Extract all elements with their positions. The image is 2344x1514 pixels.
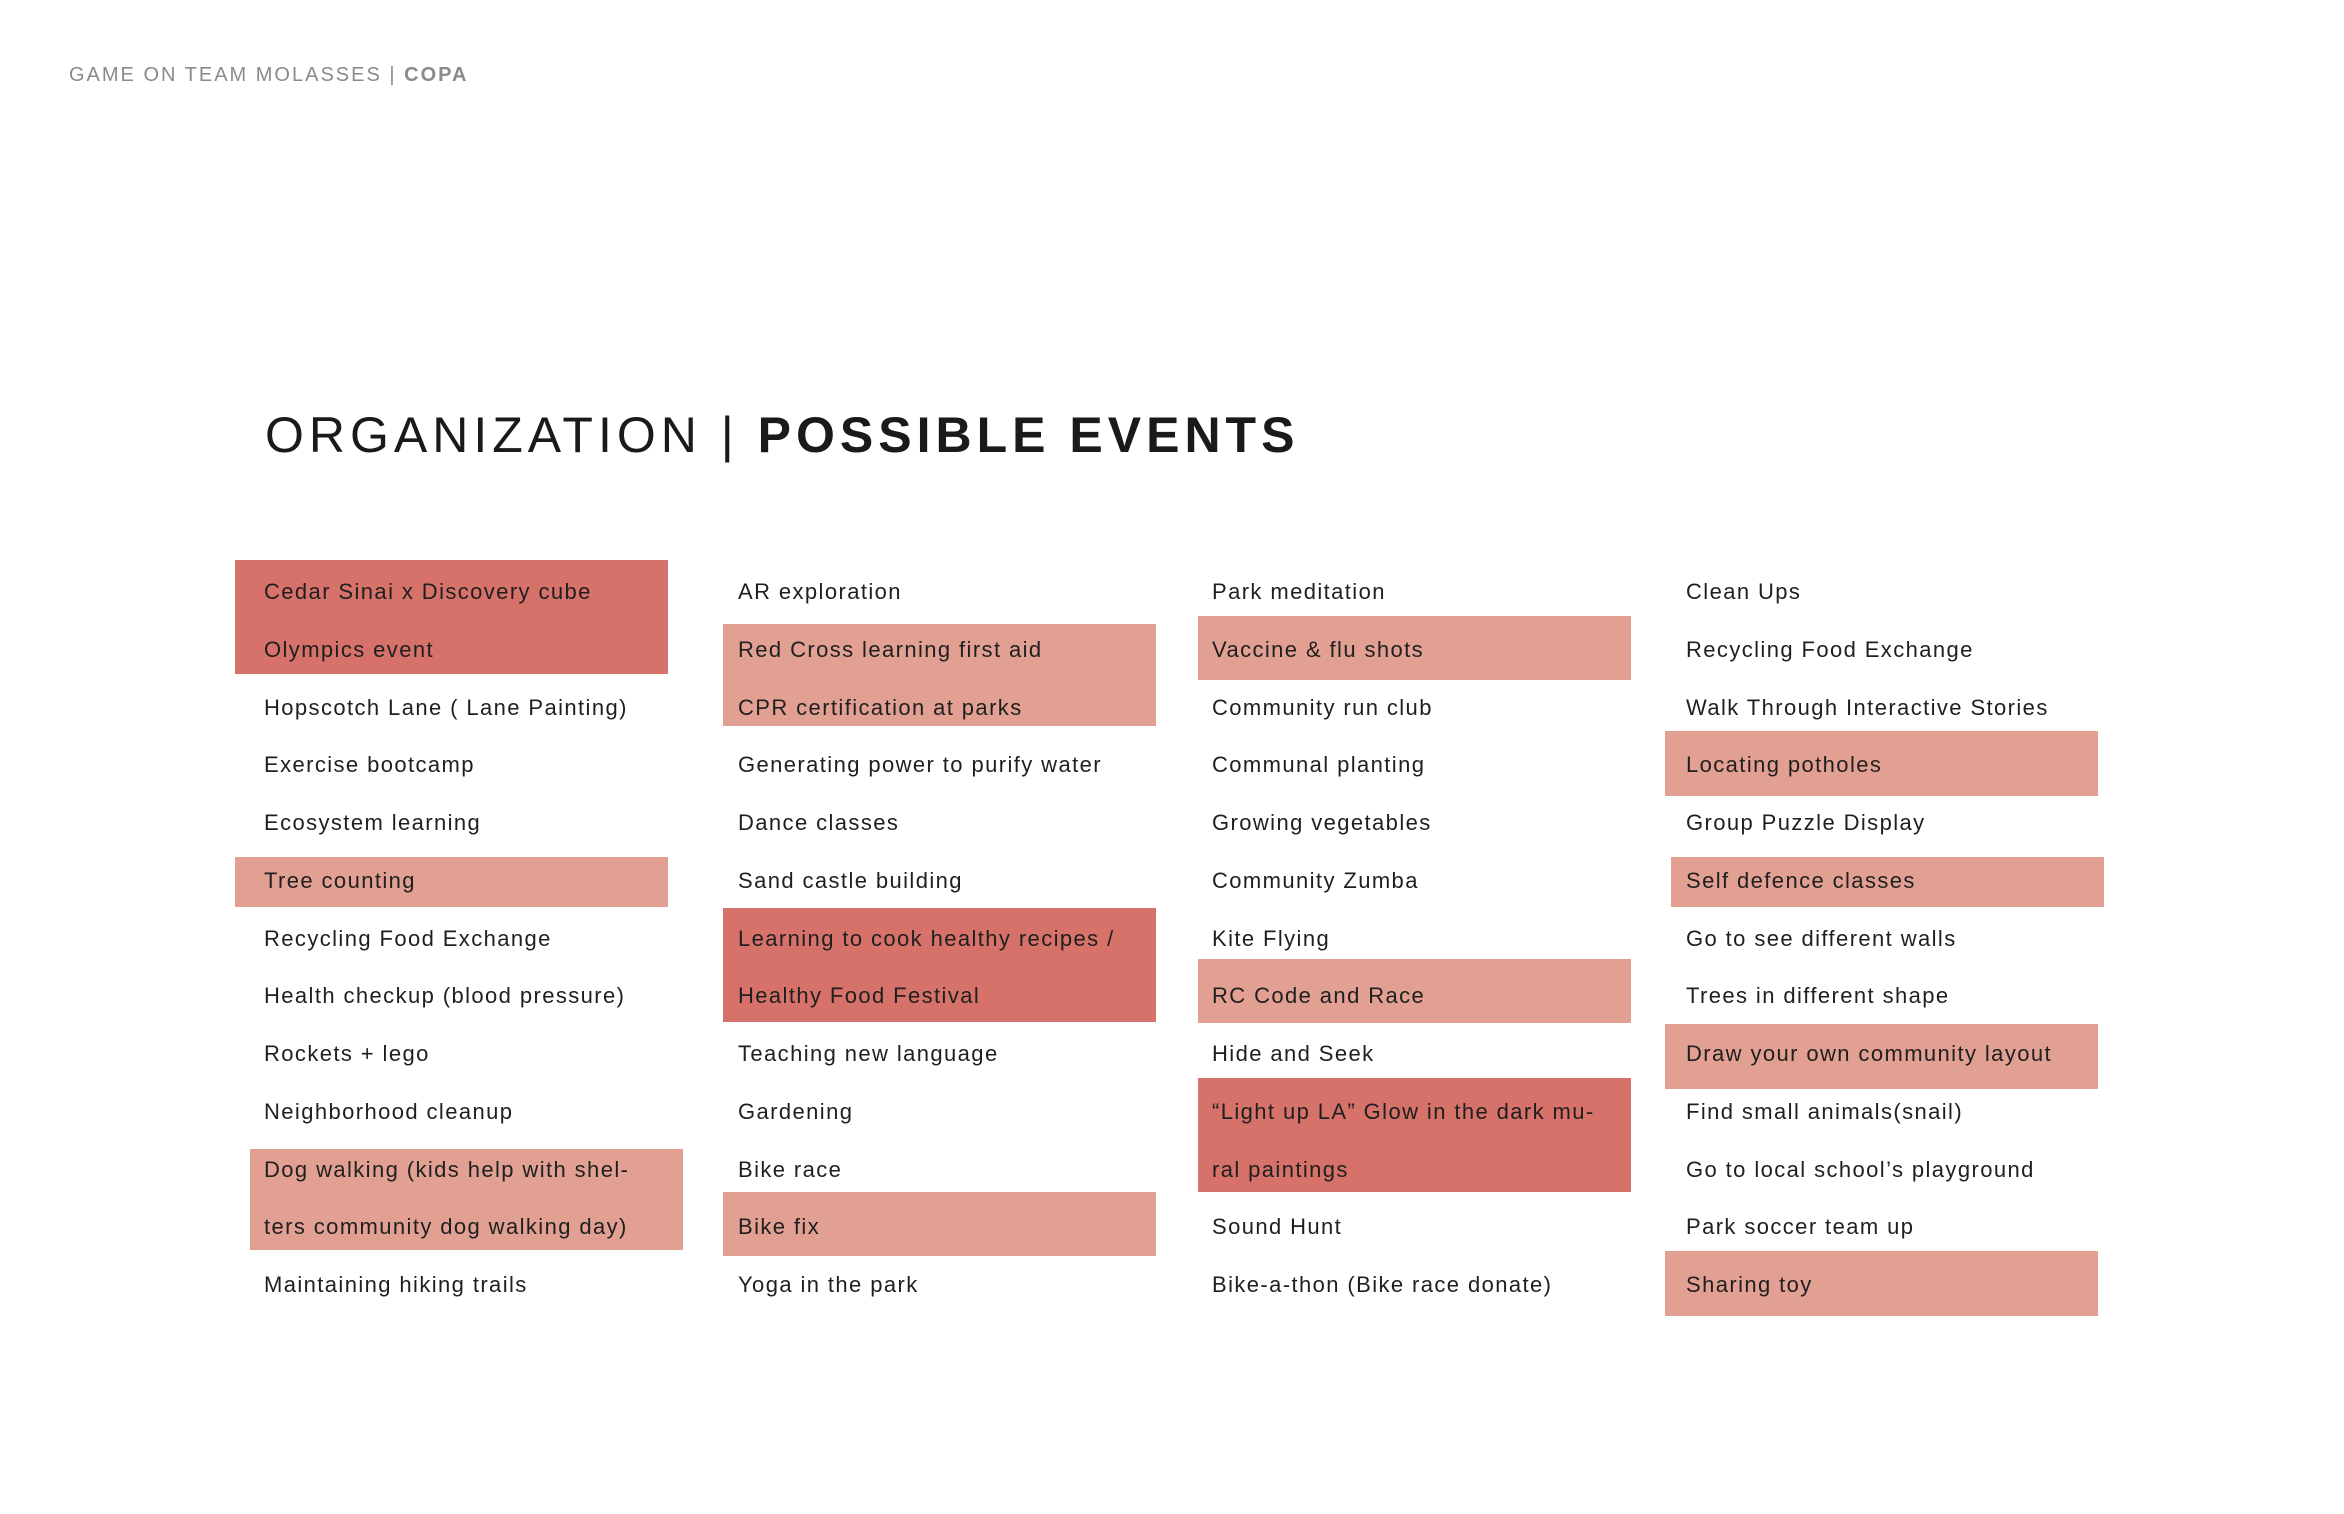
event-item: Cedar Sinai x Discovery cube xyxy=(264,579,592,604)
event-item: Ecosystem learning xyxy=(264,810,482,835)
event-item: Yoga in the park xyxy=(738,1272,919,1297)
event-item: Recycling Food Exchange xyxy=(264,926,552,951)
event-item: Hopscotch Lane ( Lane Painting) xyxy=(264,695,628,720)
header-separator: | xyxy=(389,64,397,86)
event-item: Sand castle building xyxy=(738,868,963,893)
title-separator: | xyxy=(720,407,739,463)
event-item: RC Code and Race xyxy=(1212,983,1426,1008)
event-item: Clean Ups xyxy=(1686,579,1802,604)
event-item: Go to see different walls xyxy=(1686,926,1957,951)
event-item: Dog walking (kids help with shel- xyxy=(264,1157,630,1182)
event-item: Health checkup (blood pressure) xyxy=(264,983,626,1008)
event-item: ters community dog walking day) xyxy=(264,1214,628,1239)
event-item: Vaccine & flu shots xyxy=(1212,637,1425,662)
event-item: Group Puzzle Display xyxy=(1686,810,1926,835)
event-item: Recycling Food Exchange xyxy=(1686,637,1974,662)
event-item: “Light up LA” Glow in the dark mu- xyxy=(1212,1099,1595,1124)
event-item: Locating potholes xyxy=(1686,752,1883,777)
event-item: Olympics event xyxy=(264,637,434,662)
event-item: Maintaining hiking trails xyxy=(264,1272,528,1297)
event-item: Bike-a-thon (Bike race donate) xyxy=(1212,1272,1553,1297)
event-item: Neighborhood cleanup xyxy=(264,1099,514,1124)
header-org: COPA xyxy=(404,64,469,86)
event-item: Hide and Seek xyxy=(1212,1041,1375,1066)
event-item: Gardening xyxy=(738,1099,854,1124)
title-left: ORGANIZATION xyxy=(265,407,702,463)
event-item: Dance classes xyxy=(738,810,900,835)
event-item: Communal planting xyxy=(1212,752,1426,777)
event-item: Community run club xyxy=(1212,695,1433,720)
event-item: Sound Hunt xyxy=(1212,1214,1343,1239)
event-item: Community Zumba xyxy=(1212,868,1419,893)
event-item: Bike race xyxy=(738,1157,843,1182)
event-item: Healthy Food Festival xyxy=(738,983,981,1008)
event-item: Find small animals(snail) xyxy=(1686,1099,1964,1124)
event-item: Growing vegetables xyxy=(1212,810,1432,835)
event-item: ral paintings xyxy=(1212,1157,1349,1182)
event-item: Park soccer team up xyxy=(1686,1214,1915,1239)
page-title xyxy=(265,407,1300,463)
title-right: POSSIBLE EVENTS xyxy=(757,407,1300,463)
event-item: Red Cross learning first aid xyxy=(738,637,1043,662)
event-item: Go to local school’s playground xyxy=(1686,1157,2035,1182)
event-item: Exercise bootcamp xyxy=(264,752,475,777)
event-item: Tree counting xyxy=(264,868,416,893)
event-item: CPR certification at parks xyxy=(738,695,1023,720)
event-item: Draw your own community layout xyxy=(1686,1041,2053,1066)
event-item: Rockets + lego xyxy=(264,1041,430,1066)
event-item: Walk Through Interactive Stories xyxy=(1686,695,2049,720)
event-item: Self defence classes xyxy=(1686,868,1916,893)
event-item: Teaching new language xyxy=(738,1041,999,1066)
header xyxy=(69,64,468,87)
event-item: Sharing toy xyxy=(1686,1272,1813,1297)
event-item: Kite Flying xyxy=(1212,926,1331,951)
event-item: Learning to cook healthy recipes / xyxy=(738,926,1115,951)
header-team: GAME ON TEAM MOLASSES xyxy=(69,64,382,86)
event-item: Bike fix xyxy=(738,1214,821,1239)
event-item: AR exploration xyxy=(738,579,902,604)
event-item: Trees in different shape xyxy=(1686,983,1950,1008)
event-item: Generating power to purify water xyxy=(738,752,1102,777)
event-item: Park meditation xyxy=(1212,579,1386,604)
